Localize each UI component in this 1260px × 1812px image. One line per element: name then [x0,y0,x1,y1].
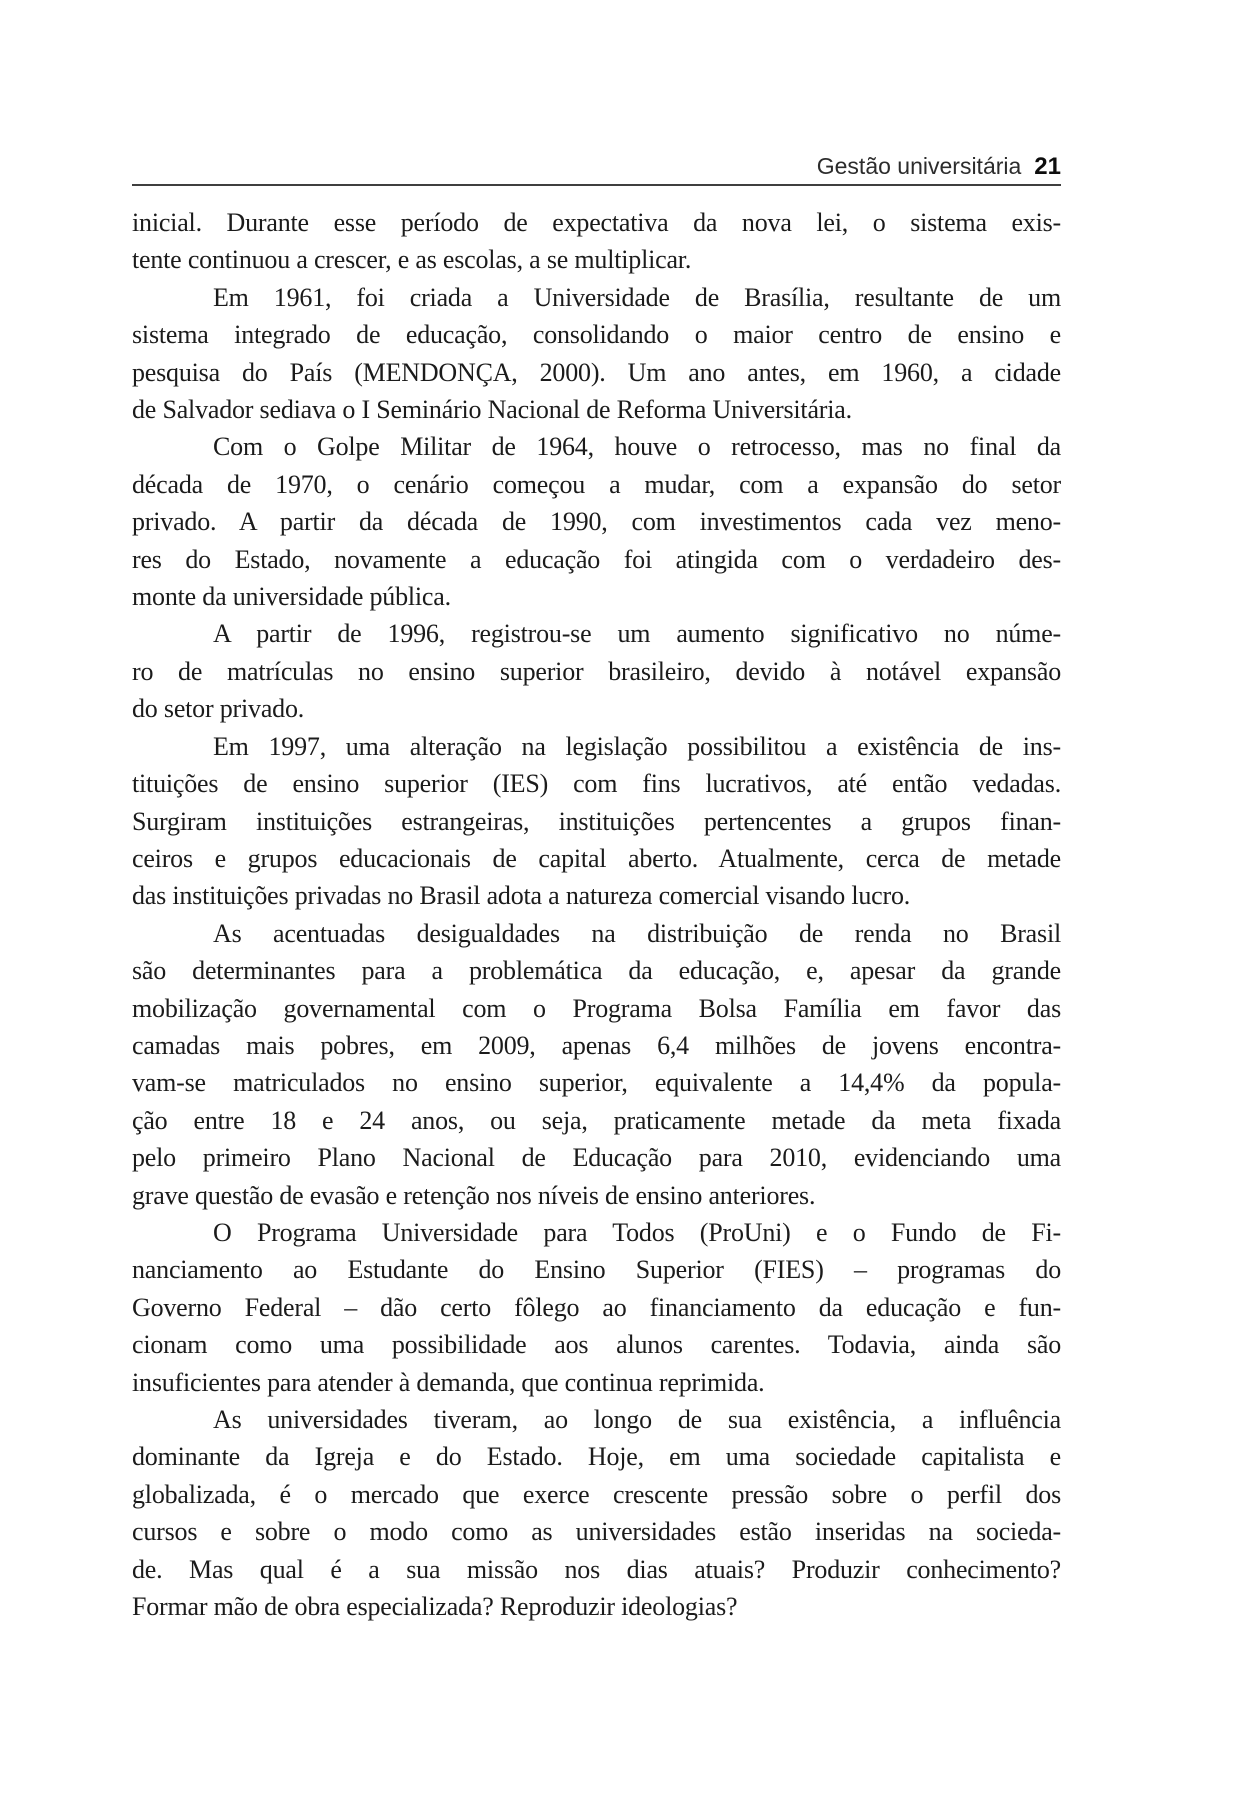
text-line: pesquisa do País (MENDONÇA, 2000). Um ano antes, em 1960, a cidade [132,357,1061,387]
text-line: de. Mas qual é a sua missão nos dias atuais? Produzir conhecimento? [132,1554,1061,1584]
text-line: sistema integrado de educação, consolidando o maior centro de ensino e [132,320,1061,350]
text-line: As acentuadas desigualdades na distribuição de renda no Brasil [213,918,1061,948]
text-line: inicial. Durante esse período de expectativa da nova lei, o sistema exis- [132,208,1061,237]
text-line: As universidades tiveram, ao longo de sua existência, a influência [213,1405,1061,1434]
text-line: Com o Golpe Militar de 1964, houve o retrocesso, mas no final da [213,432,1061,462]
page-body [132,204,1061,1625]
text-line: de Salvador sediava o I Seminário Nacional de Reforma Universitária. [132,395,852,425]
text-line: privado. A partir da década de 1990, com investimentos cada vez meno- [132,507,1061,537]
text-line: cionam como uma possibilidade aos alunos carentes. Todavia, ainda são [132,1330,1061,1360]
text-line: são determinantes para a problemática da educação, e, apesar da grande [132,956,1061,986]
text-line: A partir de 1996, registrou-se um aumento significativo no núme- [213,619,1061,649]
running-header [132,152,1061,181]
text-line: Em 1961, foi criada a Universidade de Brasília, resultante de um [213,282,1061,312]
running-header-title: Gestão universitária [816,153,1022,179]
text-line: globalizada, é o mercado que exerce crescente pressão sobre o perfil dos [132,1479,1061,1509]
text-line: Formar mão de obra especializada? Reproduzir ideologias? [132,1592,738,1622]
text-line: dominante da Igreja e do Estado. Hoje, em uma sociedade capitalista e [132,1442,1061,1472]
text-line: monte da universidade pública. [132,582,451,612]
header-rule [132,184,1061,186]
text-line: camadas mais pobres, em 2009, apenas 6,4 milhões de jovens encontra- [132,1030,1061,1060]
text-line: insuficientes para atender à demanda, que continua reprimida. [132,1367,765,1397]
text-line: mobilização governamental com o Programa Bolsa Família em favor das [132,993,1061,1023]
text-line: ção entre 18 e 24 anos, ou seja, praticamente metade da meta fixada [132,1105,1061,1135]
text-line: das instituições privadas no Brasil adota a natureza comercial visando lucro. [132,881,911,911]
text-line: grave questão de evasão e retenção nos níveis de ensino anteriores. [132,1180,816,1210]
page-number: 21 [1034,153,1061,180]
text-line: ro de matrículas no ensino superior brasileiro, devido à notável expansão [132,656,1061,686]
text-line: vam-se matriculados no ensino superior, equivalente a 14,4% da popula- [132,1068,1061,1098]
text-line: ceiros e grupos educacionais de capital aberto. Atualmente, cerca de metade [132,843,1061,873]
text-line: tente continuou a crescer, e as escolas, a se multiplicar. [132,245,692,275]
text-line: Em 1997, uma alteração na legislação possibilitou a existência de ins- [213,731,1061,761]
text-line: do setor privado. [132,694,305,724]
text-line: O Programa Universidade para Todos (ProUni) e o Fundo de Fi- [213,1217,1061,1247]
text-line: res do Estado, novamente a educação foi atingida com o verdadeiro des- [132,544,1061,574]
text-line: Surgiram instituições estrangeiras, instituições pertencentes a grupos finan- [132,806,1061,836]
text-line: década de 1970, o cenário começou a mudar, com a expansão do setor [132,469,1061,499]
text-line: Governo Federal – dão certo fôlego ao financiamento da educação e fun- [132,1292,1061,1322]
text-line: tituições de ensino superior (IES) com fins lucrativos, até então vedadas. [132,769,1061,799]
text-line: nanciamento ao Estudante do Ensino Superior (FIES) – programas do [132,1255,1061,1285]
text-line: pelo primeiro Plano Nacional de Educação para 2010, evidenciando uma [132,1143,1061,1173]
text-line: cursos e sobre o modo como as universidades estão inseridas na socieda- [132,1517,1061,1547]
